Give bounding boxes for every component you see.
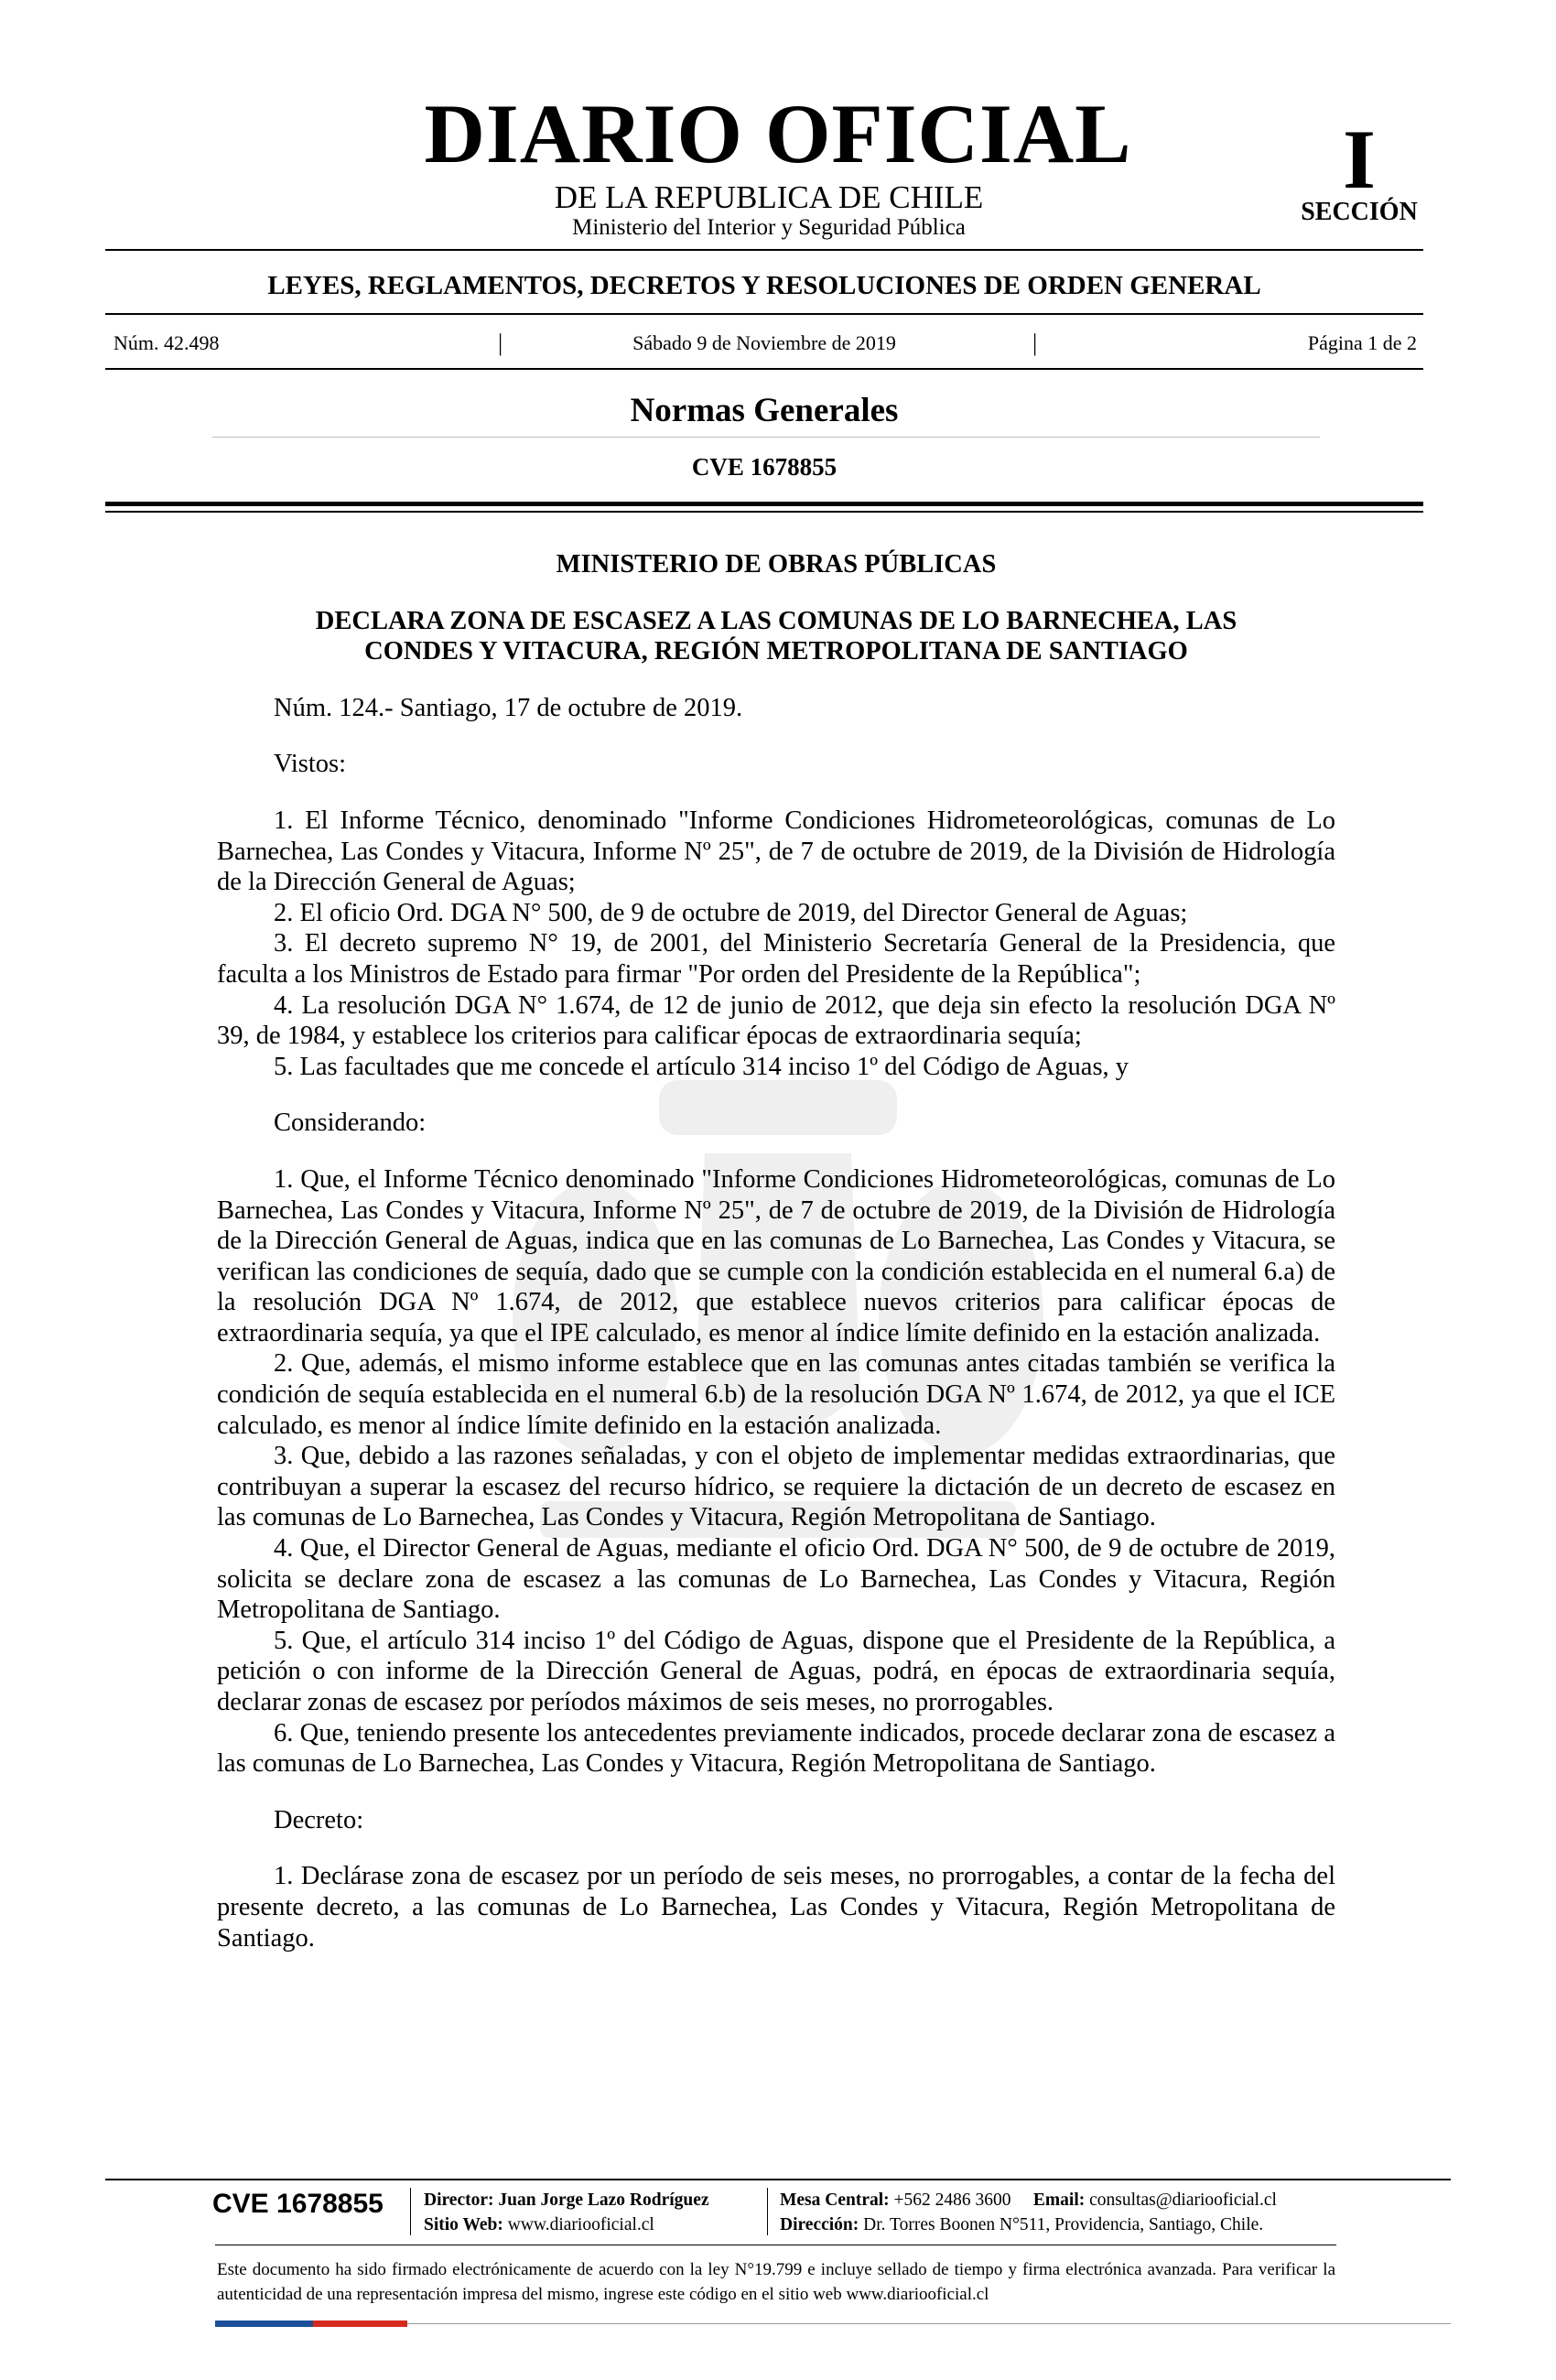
vistos-item: 4. La resolución DGA N° 1.674, de 12 de junio de 2012, que deja sin efecto la resolución DGA Nº 39, de 1984, y establece los criterios para calificar épocas de extraordinaria sequía; [217,990,1335,1051]
considerando-item: 1. Que, el Informe Técnico denominado "Informe Condiciones Hidrometeorológicas, comunas de Lo Barnechea, Las Condes y Vitacura, Informe Nº 25", de 7 de octubre de 2019, de la División de Hidrología de la Dirección General de Aguas, indica que en las comunas de Lo Barnechea, Las Condes y Vitacura, se verifican las condiciones de sequía, dado que se cumple con la condición establecida en el numeral 6.a) de la resolución DGA Nº 1.674, de 2012, que establece nuevos criterios para calificar épocas de extraordinaria sequía, ya que el IPE calculado, es menor al índice límite definido en la estación analizada. [217,1164,1335,1347]
page-indicator: Página 1 de 2 [1307,331,1417,354]
vistos-item: 2. El oficio Ord. DGA N° 500, de 9 de octubre de 2019, del Director General de Aguas; [274,898,1188,927]
section-title: Normas Generales [630,392,899,429]
considerando-item: 2. Que, además, el mismo informe establece que en las comunas antes citadas también se verifica la condición de sequía establecida en el numeral 6.b) de la resolución DGA Nº 1.674, de 2012, ya que el ICE calculado, es menor al índice límite definido en la estación analizada. [217,1349,1335,1440]
footer-separator [767,2188,768,2235]
footer-cve-code: CVE 1678855 [212,2189,384,2219]
website-link[interactable]: www.diariooficial.cl [507,2215,654,2234]
considerando-item: 5. Que, el artículo 314 inciso 1º del Código de Aguas, dispone que el Presidente de la República, a petición o con informe de la Dirección General de Aguas, podrá, en épocas de extraordinaria sequía, declarar zonas de escasez por períodos máximos de seis meses, no prorrogables. [217,1626,1335,1716]
category-rule [105,313,1423,315]
footer-director-column [424,2188,709,2237]
footer-top-rule [105,2179,1451,2180]
newspaper-subtitle: DE LA REPUBLICA DE CHILE [554,179,984,215]
section-title-rule [212,437,1320,438]
cve-code: CVE 1678855 [691,453,837,481]
issue-number: Núm. 42.498 [113,331,220,354]
email-link[interactable]: consultas@diariooficial.cl [1089,2191,1277,2210]
document-title-line-1: DECLARA ZONA DE ESCASEZ A LAS COMUNAS DE LO BARNECHEA, LAS [315,606,1237,635]
director-label: Director: [424,2191,494,2210]
director-name: Juan Jorge Lazo Rodríguez [498,2191,709,2210]
newspaper-ministry: Ministerio del Interior y Seguridad Pública [572,215,966,240]
legal-note: Este documento ha sido firmado electrónicamente de acuerdo con la ley N°19.799 e incluye sellado de tiempo y firma electrónica avanzada. Para verificar la autenticidad de una representación impresa del mismo, ingrese este código en el sitio web www.diariooficial.cl [217,2260,1335,2304]
info-separator: | [498,330,503,356]
decree-header: Núm. 124.- Santiago, 17 de octubre de 2019. [274,693,743,722]
flag-stripe-line [407,2323,1451,2324]
header-bottom-rule [105,502,1423,506]
vistos-item: 5. Las facultades que me concede el artículo 314 inciso 1º del Código de Aguas, y [274,1052,1129,1081]
footer-contact-column [780,2188,1277,2237]
vistos-item: 1. El Informe Técnico, denominado "Informe Condiciones Hidrometeorológicas, comunas de Lo Barnechea, Las Condes y Vitacura, Informe Nº 25", de 7 de octubre de 2019, de la División de Hidrología de la Dirección General de Aguas; [217,806,1335,897]
flag-stripe-blue [215,2320,313,2327]
considerando-item: 6. Que, teniendo presente los antecedentes previamente indicados, procede declarar zona de escasez a las comunas de Lo Barnechea, Las Condes y Vitacura, Región Metropolitana de Santiago. [217,1718,1335,1779]
considerando-item: 3. Que, debido a las razones señaladas, y con el objeto de implementar medidas extraordinarias, que contribuyan a superar la escasez del recurso hídrico, se requiere la dictación de un decreto de escasez en las comunas de Lo Barnechea, Las Condes y Vitacura, Región Metropolitana de Santiago. [217,1442,1335,1532]
address: Dr. Torres Boonen N°511, Providencia, Santiago, Chile. [863,2215,1264,2234]
issue-date: Sábado 9 de Noviembre de 2019 [632,331,896,354]
website-label: Sitio Web: [424,2215,503,2234]
document-ministry: MINISTERIO DE OBRAS PÚBLICAS [556,550,997,579]
vistos-item: 3. El decreto supremo N° 19, de 2001, del Ministerio Secretaría General de la Presidencia, que faculta a los Ministros de Estado para firmar "Por orden del Presidente de la República"; [217,929,1335,989]
info-separator: | [1032,330,1038,356]
vistos-label: Vistos: [274,750,347,779]
document-body [217,549,1335,1953]
header-bottom-rule-thin [105,511,1423,513]
flag-stripe-red [313,2320,407,2327]
decreto-label: Decreto: [274,1805,364,1834]
decreto-item: 1. Declárase zona de escasez por un período de seis meses, no prorrogables, a contar de la fecha del presente decreto, a las comunas de Lo Barnechea, Las Condes y Vitacura, Región Metropolitana de Santiago. [217,1862,1335,1953]
phone-label: Mesa Central: [780,2191,890,2210]
newspaper-title: DIARIO OFICIAL [424,87,1132,180]
considerando-label: Considerando: [274,1109,427,1138]
address-label: Dirección: [780,2215,859,2234]
footer-separator [410,2188,411,2235]
info-rule [105,368,1423,370]
document-title-line-2: CONDES Y VITACURA, REGIÓN METROPOLITANA DE SANTIAGO [364,637,1188,666]
email-label: Email: [1032,2191,1086,2210]
section-label: SECCIÓN [1301,198,1418,226]
masthead-rule [105,249,1423,251]
section-number: I [1343,113,1376,206]
phone-number: +562 2486 3600 [893,2191,1011,2210]
considerando-item: 4. Que, el Director General de Aguas, mediante el oficio Ord. DGA N° 500, de 9 de octubre de 2019, solicita se declare zona de escasez a las comunas de Lo Barnechea, Las Condes y Vitacura, Región Metropolitana de Santiago. [217,1534,1335,1625]
category-heading: LEYES, REGLAMENTOS, DECRETOS Y RESOLUCIONES DE ORDEN GENERAL [267,271,1261,300]
